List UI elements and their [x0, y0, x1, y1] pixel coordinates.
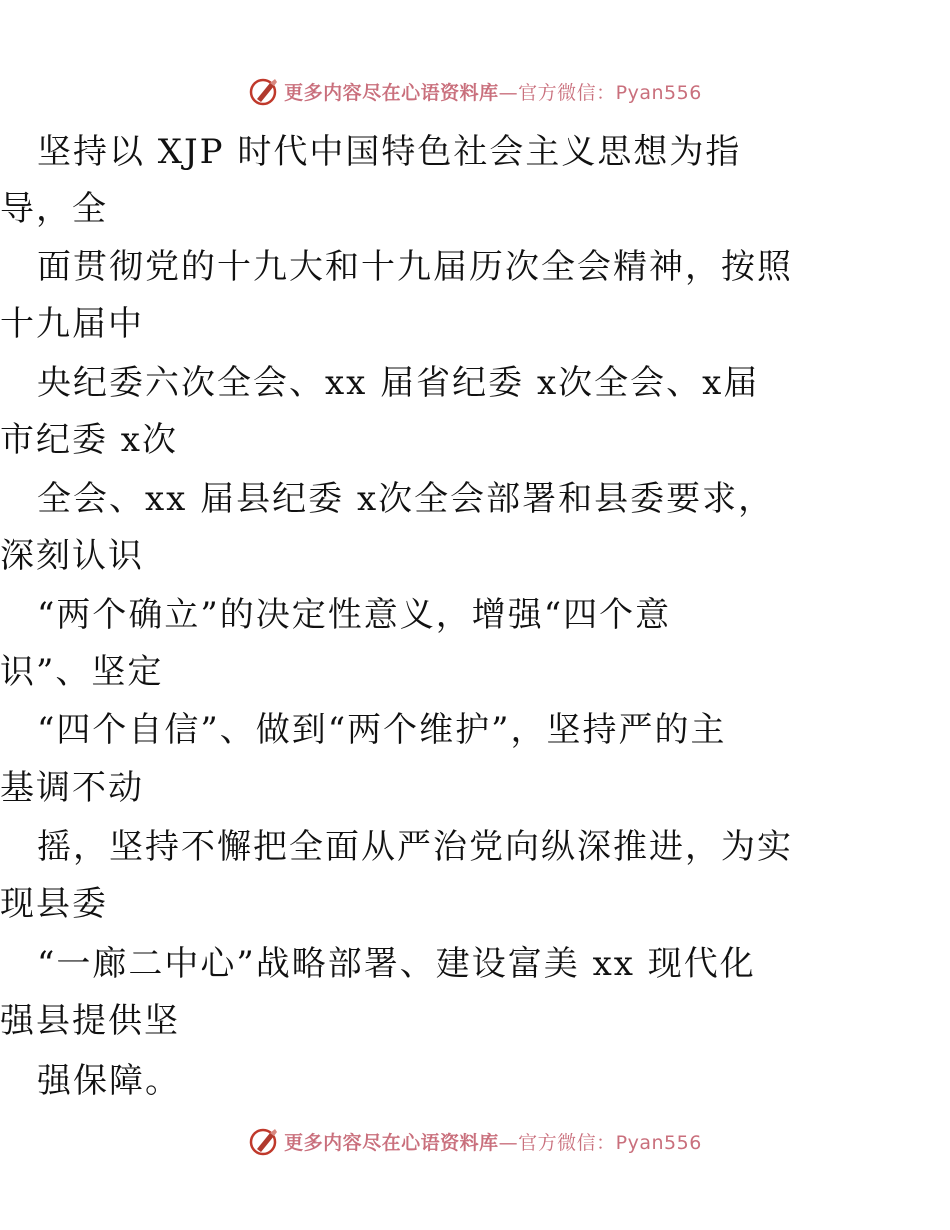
document-line: 现县委	[0, 884, 108, 924]
watermark-main-text: 更多内容尽在心语资料库	[284, 1131, 499, 1154]
document-line: 导，全	[0, 189, 108, 229]
pen-logo-icon	[248, 75, 280, 107]
document-line: 市纪委 x次	[0, 420, 178, 460]
document-line: 央纪委六次全会、xx 届省纪委 x次全会、x届	[37, 363, 760, 403]
watermark-banner-top	[0, 71, 950, 111]
document-line: 深刻认识	[0, 536, 144, 576]
document-line: 基调不动	[0, 768, 144, 808]
document-line: 十九届中	[0, 304, 144, 344]
document-line: 强保障。	[37, 1061, 181, 1101]
document-line: 摇，坚持不懈把全面从严治党向纵深推进，为实	[37, 827, 793, 867]
document-line: 识”、坚定	[0, 652, 164, 692]
document-line: “一廊二中心”战略部署、建设富美 xx 现代化	[37, 944, 756, 984]
document-line: 强县提供坚	[0, 1001, 180, 1041]
document-line: 面贯彻党的十九大和十九届历次全会精神，按照	[37, 247, 793, 287]
watermark-main-text: 更多内容尽在心语资料库	[284, 81, 499, 104]
document-line: “四个自信”、做到“两个维护”，坚持严的主	[37, 710, 727, 750]
watermark-sub-text: —官方微信：Pyan556	[498, 81, 702, 104]
pen-logo-icon	[248, 1125, 280, 1157]
document-line: 坚持以 XJP 时代中国特色社会主义思想为指	[37, 132, 742, 172]
watermark-banner-bottom	[0, 1121, 950, 1161]
document-body	[0, 120, 950, 1110]
document-line: “两个确立”的决定性意义，增强“四个意	[37, 595, 672, 635]
document-line: 全会、xx 届县纪委 x次全会部署和县委要求，	[37, 479, 775, 519]
watermark-sub-text: —官方微信：Pyan556	[498, 1131, 702, 1154]
